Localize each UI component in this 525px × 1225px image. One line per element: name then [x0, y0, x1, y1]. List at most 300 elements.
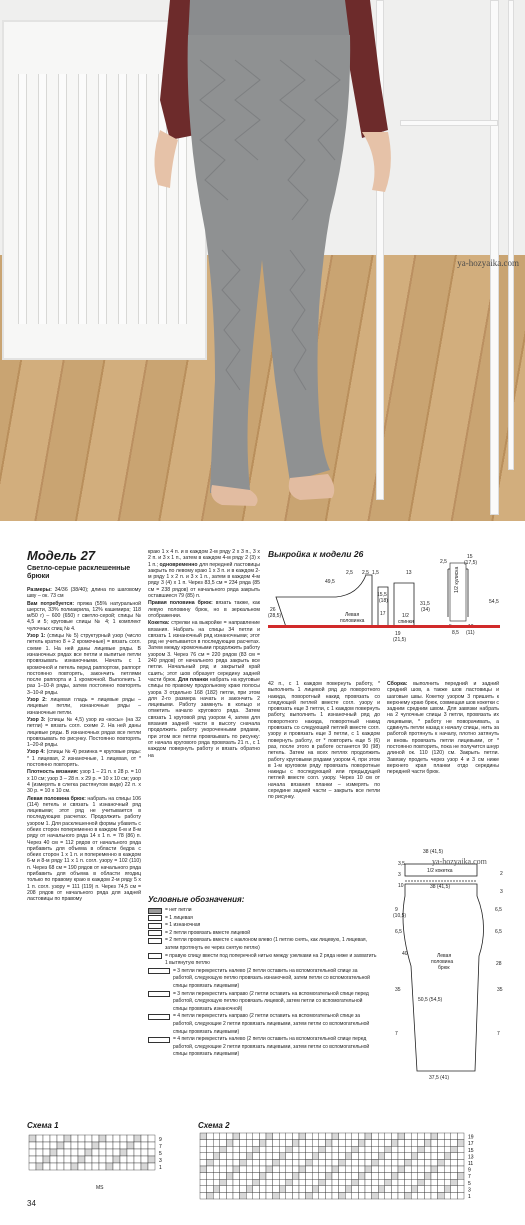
- chart-cell: [339, 1173, 346, 1180]
- chart-cell: [385, 1173, 392, 1180]
- chart-cell: [246, 1192, 253, 1199]
- chart-cell: [286, 1186, 293, 1193]
- chart-cell: [319, 1179, 326, 1186]
- chart-cell: [332, 1173, 339, 1180]
- chart-cell: [36, 1142, 43, 1149]
- chart-cell: [325, 1146, 332, 1153]
- chart-cell: [246, 1173, 253, 1180]
- dim-label: 8,5: [452, 630, 459, 636]
- scheme-1-title: Схема 1: [27, 1121, 59, 1130]
- legend-item: [148, 968, 378, 991]
- row-number: 9: [159, 1137, 162, 1143]
- dim-label: 15,5: [377, 592, 387, 598]
- chart-cell: [259, 1140, 266, 1147]
- chart-cell: [279, 1146, 286, 1153]
- chart-cell: [424, 1173, 431, 1180]
- pattern-page: [0, 521, 525, 1225]
- chart-cell: [398, 1140, 405, 1147]
- chart-cell: [240, 1140, 247, 1147]
- dim-label: (11): [466, 630, 475, 636]
- chart-cell: [127, 1156, 134, 1163]
- chart-cell: [92, 1163, 99, 1170]
- chart-cell: [438, 1179, 445, 1186]
- chart-cell: [71, 1142, 78, 1149]
- chart-cell: [213, 1166, 220, 1173]
- legend-text: = 3 петли перекрестить налево (2 петли оставить на вспомогательной спице за работой, следующую петлю провязать изнаночной, затем петли со вспомогательной спицы провязать лицевыми): [173, 967, 370, 989]
- legend-text: = 4 петли перекрестить направо (2 петли оставить на вспомогательной спице за работой, следующие 2 петли провязать лицевыми, затем петли со вспомогательной спицы провязать лицевыми): [173, 1013, 370, 1035]
- chart-cell: [141, 1135, 148, 1142]
- chart-cell: [207, 1166, 214, 1173]
- chart-cell: [43, 1149, 50, 1156]
- chart-cell: [385, 1159, 392, 1166]
- chart-cell: [411, 1173, 418, 1180]
- row-number: 1: [468, 1194, 471, 1200]
- chart-cell: [424, 1133, 431, 1140]
- chart-cell: [78, 1163, 85, 1170]
- chart-cell: [438, 1173, 445, 1180]
- chart-cell: [424, 1140, 431, 1147]
- chart-cell: [259, 1146, 266, 1153]
- chart-cell: [378, 1159, 385, 1166]
- chart-cell: [233, 1133, 240, 1140]
- chart-cell: [29, 1135, 36, 1142]
- chart-cell: [398, 1166, 405, 1173]
- chart-cell: [106, 1149, 113, 1156]
- chart-cell: [200, 1140, 207, 1147]
- chart-cell: [372, 1140, 379, 1147]
- chart-cell: [378, 1146, 385, 1153]
- chart-cell: [457, 1140, 464, 1147]
- chart-cell: [411, 1192, 418, 1199]
- chart-cell: [279, 1133, 286, 1140]
- chart-cell: [85, 1156, 92, 1163]
- chart-cell: [405, 1166, 412, 1173]
- chart-cell: [141, 1142, 148, 1149]
- chart-cell: [385, 1153, 392, 1160]
- dim-label: 3: [500, 889, 503, 895]
- chart-cell: [345, 1146, 352, 1153]
- model-subtitle: Светло-серые расклешенные брюки: [27, 565, 131, 580]
- chart-cell: [352, 1133, 359, 1140]
- chart-cell: [200, 1153, 207, 1160]
- diagram-piece-label: Левая: [437, 953, 452, 959]
- chart-cell: [71, 1163, 78, 1170]
- chart-cell: [352, 1192, 359, 1199]
- chart-cell: [312, 1173, 319, 1180]
- chart-cell: [299, 1153, 306, 1160]
- chart-cell: [240, 1159, 247, 1166]
- chart-cell: [240, 1133, 247, 1140]
- chart-cell: [332, 1192, 339, 1199]
- chart-cell: [411, 1186, 418, 1193]
- stitch-symbol-icon: [148, 938, 162, 944]
- chart-cell: [365, 1179, 372, 1186]
- chart-cell: [385, 1140, 392, 1147]
- row-number: 7: [468, 1174, 471, 1181]
- chart-cell: [365, 1153, 372, 1160]
- chart-cell: [411, 1179, 418, 1186]
- diagram-title: Выкройка к модели 26: [268, 549, 364, 559]
- chart-cell: [127, 1135, 134, 1142]
- chart-cell: [134, 1156, 141, 1163]
- dim-label: 19: [395, 631, 401, 637]
- chart-cell: [286, 1179, 293, 1186]
- chart-cell: [451, 1133, 458, 1140]
- chart-cell: [50, 1163, 57, 1170]
- chart-cell: [207, 1186, 214, 1193]
- chart-cell: [50, 1142, 57, 1149]
- chart-cell: [92, 1149, 99, 1156]
- chart-cell: [213, 1140, 220, 1147]
- chart-cell: [279, 1173, 286, 1180]
- dim-label: 9: [395, 907, 398, 913]
- chart-cell: [134, 1142, 141, 1149]
- chart-cell: [398, 1192, 405, 1199]
- chart-cell: [36, 1163, 43, 1170]
- chart-cell: [451, 1140, 458, 1147]
- chart-cell: [207, 1146, 214, 1153]
- chart-cell: [345, 1173, 352, 1180]
- chart-cell: [391, 1179, 398, 1186]
- chart-cell: [431, 1179, 438, 1186]
- chart-cell: [273, 1140, 280, 1147]
- chart-cell: [99, 1163, 106, 1170]
- chart-cell: [226, 1146, 233, 1153]
- chart-cell: [266, 1140, 273, 1147]
- legend-item: [148, 1036, 378, 1059]
- chart-cell: [148, 1156, 155, 1163]
- chart-cell: [312, 1192, 319, 1199]
- chart-cell: [85, 1142, 92, 1149]
- paragraph: Левая половина брюк: набрать на спицы 106 (114) петель и связать 1 изнаночный ряд лицевыми; этот ряд не учитывается в последующих расчетах. Продолжить работу узором 1. Для расклешенной формы убавить с обеих сторон попеременно в каждом 6-м и 8-м ряду от начального ряда 14 х 1 п. = 78 (86) п. Через 40 см = 112 рядов от начального ряда прибавить для объема в области бедра с обеих сторон 1 х 1 п. и попеременно в каждом 6-м и 8-м ряду 11 х 1 п. согл. узору = 102 (110) п. Через 68 см = 190 рядов от начального ряда прибавить для объема в области ягодиц только по правому краю в каждом 2-м ряду 5 х 1 п. согл. узору = 111 (119) п. Через 74,5 см = 208 рядов от начального ряда для задней ластовицы по правому: [27, 795, 141, 903]
- chart-cell: [113, 1142, 120, 1149]
- chart-cell: [391, 1186, 398, 1193]
- chart-cell: [424, 1179, 431, 1186]
- chart-cell: [418, 1133, 425, 1140]
- chart-cell: [325, 1153, 332, 1160]
- chart-cell: [64, 1156, 71, 1163]
- chart-cell: [418, 1140, 425, 1147]
- chart-cell: [259, 1159, 266, 1166]
- chart-cell: [405, 1133, 412, 1140]
- chart-cell: [292, 1133, 299, 1140]
- chart-cell: [240, 1146, 247, 1153]
- chart-cell: [279, 1153, 286, 1160]
- chart-cell: [127, 1149, 134, 1156]
- chart-cell: [378, 1179, 385, 1186]
- chart-cell: [431, 1166, 438, 1173]
- chart-cell: [292, 1179, 299, 1186]
- paragraph: Узор 1: (спицы № 5) структурный узор (число петель кратно 8 + 2 кромочные) = вязать согл. схеме 1. На ней даны лицевые ряды. В изнаночных рядах все петли и выпитые петли провязывать изнаночными. Начать с 1 кромочной и петель перед раппортом, раппорт постоянно повторять, закончить петлями после раппорта и 1 кромочной. Выполнить 1 раз 1–10-й ряды, затем постоянно повторять 3–10-й ряды.: [27, 633, 141, 696]
- chart-cell: [306, 1159, 313, 1166]
- chart-cell: [99, 1135, 106, 1142]
- chart-cell: [246, 1166, 253, 1173]
- chart-cell: [431, 1133, 438, 1140]
- chart-cell: [424, 1166, 431, 1173]
- red-divider: [268, 625, 500, 628]
- chart-cell: [306, 1173, 313, 1180]
- chart-cell: [365, 1133, 372, 1140]
- chart-cell: [50, 1135, 57, 1142]
- chart-cell: [292, 1140, 299, 1147]
- chart-cell: [306, 1179, 313, 1186]
- chart-cell: [299, 1159, 306, 1166]
- chart-cell: [29, 1142, 36, 1149]
- chart-cell: [233, 1159, 240, 1166]
- chart-cell: [200, 1146, 207, 1153]
- chart-cell: [438, 1146, 445, 1153]
- chart-cell: [200, 1192, 207, 1199]
- chart-cell: [29, 1156, 36, 1163]
- chart-cell: [405, 1186, 412, 1193]
- dim-label: 17: [380, 611, 386, 617]
- dim-label: (21,5): [393, 637, 407, 643]
- chart-cell: [358, 1153, 365, 1160]
- chart-cell: [438, 1133, 445, 1140]
- chart-cell: [339, 1179, 346, 1186]
- chart-cell: [352, 1173, 359, 1180]
- chart-cell: [325, 1179, 332, 1186]
- paragraph: Размеры: 34/36 (38/40); длина по шаговому шву – ок. 73 см: [27, 587, 141, 600]
- chart-cell: [200, 1179, 207, 1186]
- chart-cell: [226, 1159, 233, 1166]
- chart-cell: [378, 1140, 385, 1147]
- chart-cell: [339, 1133, 346, 1140]
- chart-cell: [57, 1163, 64, 1170]
- chart-cell: [391, 1159, 398, 1166]
- chart-cell: [148, 1142, 155, 1149]
- chart-cell: [319, 1140, 326, 1147]
- dim-label: 2: [500, 871, 503, 877]
- chart-cell: [444, 1192, 451, 1199]
- chart-cell: [253, 1173, 260, 1180]
- chart-cell: [451, 1173, 458, 1180]
- diagram-piece-label: 1/2 кулиска: [454, 566, 460, 593]
- chart-cell: [358, 1146, 365, 1153]
- chart-cell: [220, 1173, 227, 1180]
- chart-cell: [279, 1192, 286, 1199]
- chart-cell: [253, 1159, 260, 1166]
- chart-cell: [279, 1186, 286, 1193]
- legend-title: Условные обозначения:: [148, 895, 245, 904]
- chart-cell: [226, 1179, 233, 1186]
- stitch-symbol-icon: [148, 915, 162, 921]
- legend-item: [148, 937, 378, 952]
- chart-cell: [273, 1146, 280, 1153]
- chart-cell: [332, 1140, 339, 1147]
- chart-cell: [113, 1163, 120, 1170]
- chart-cell: [312, 1186, 319, 1193]
- chart-cell: [273, 1192, 280, 1199]
- chart-cell: [220, 1140, 227, 1147]
- chart-cell: [226, 1153, 233, 1160]
- row-number: 13: [468, 1154, 474, 1161]
- chart-cell: [226, 1166, 233, 1173]
- chart-cell: [120, 1163, 127, 1170]
- chart-cell: [312, 1159, 319, 1166]
- chart-cell: [299, 1166, 306, 1173]
- chart-cell: [50, 1156, 57, 1163]
- chart-cell: [233, 1179, 240, 1186]
- chart-cell: [299, 1173, 306, 1180]
- chart-cell: [213, 1153, 220, 1160]
- chart-cell: [64, 1149, 71, 1156]
- chart-cell: [365, 1166, 372, 1173]
- chart-cell: [213, 1133, 220, 1140]
- chart-cell: [438, 1159, 445, 1166]
- chart-cell: [273, 1186, 280, 1193]
- chart-cell: [378, 1192, 385, 1199]
- chart-cell: [213, 1179, 220, 1186]
- chart-cell: [78, 1135, 85, 1142]
- chart-cell: [279, 1179, 286, 1186]
- chart-cell: [273, 1153, 280, 1160]
- dim-label: 6,5: [495, 907, 502, 913]
- chart-cell: [424, 1153, 431, 1160]
- chart-cell: [352, 1179, 359, 1186]
- diagram-piece-label: спинки: [398, 619, 414, 625]
- dim-label: 6,5: [395, 929, 402, 935]
- chart-cell: [325, 1173, 332, 1180]
- paragraph: Сборка: выполнить передний и задний средний шов, а также шов ластовицы и шаговые швы. Кокетку узором 3 пришить к верхнему краю брюк, совмещая шов кокетки с задним средним швом. Для завязки набрать на 2 чулочные спицы 3 петли, провязать их лицевыми, * работу не поворачивать, а сдвинуть петли назад к началу спицы, нить за работой протянуть к началу, плотно затянуть и вновь провязать петли лицевыми, от * постоянно повторить, пока не получится шнур длиной ок. 110 (120) см. Закрыть петли. Завязку продеть через узор 4 и 3 см ниже верхнего края планки отдо середины передней части брюк.: [387, 681, 499, 776]
- chart-cell: [240, 1153, 247, 1160]
- row-number: 1: [159, 1165, 162, 1171]
- chart-cell: [431, 1146, 438, 1153]
- chart-cell: [451, 1192, 458, 1199]
- chart-cell: [207, 1140, 214, 1147]
- chart-cell: [220, 1133, 227, 1140]
- chart-cell: [418, 1153, 425, 1160]
- chart-cell: [405, 1153, 412, 1160]
- chart-cell: [233, 1146, 240, 1153]
- scheme-1-chart: [27, 1131, 177, 1191]
- chart-cell: [332, 1179, 339, 1186]
- chart-cell: [339, 1166, 346, 1173]
- chart-cell: [352, 1159, 359, 1166]
- chart-cell: [312, 1179, 319, 1186]
- chart-cell: [312, 1133, 319, 1140]
- chart-cell: [411, 1146, 418, 1153]
- paragraph: Вам потребуется: пряжа (55% натуральной шерсти, 33% полиакрила, 12% кашемира; 118 м/50 г) – 600 (650) г светло-серой; спицы № 4,5 и 5; круговые спицы № 4; 1 комплект чулочных спиц № 4.: [27, 600, 141, 632]
- chart-cell: [299, 1186, 306, 1193]
- chart-cell: [134, 1135, 141, 1142]
- chart-cell: [286, 1153, 293, 1160]
- chart-cell: [134, 1163, 141, 1170]
- row-number: 3: [468, 1187, 471, 1194]
- chart-cell: [226, 1192, 233, 1199]
- chart-cell: [438, 1186, 445, 1193]
- chart-cell: [358, 1140, 365, 1147]
- chart-cell: [273, 1133, 280, 1140]
- stitch-symbol-icon: [148, 1037, 170, 1043]
- paragraph: 42 п., с 1 каждом повернуть работу, * выполнить 1 лицевой ряд до поворотного накида, поворотный накид провязать со следующей петлей вместе согл. узору и провязать еще 3 петли, с 1 каждом повернуть работу, выполнить 1 изнаночный ряд до поворотного накида, поворотный накид провязать со следующей петлей вместе согл. узору и провязать еще 3 петли, с 1 каждом повернуть работу, от * повторить еще 5 (6) раз, после этого в работе останется 90 (98) петель. Затем на всех петлях продолжить работу круговыми рядами узором 4, при этом в 1-м круговом ряду провязать поворотные накиды с последующей или предыдущей петлей вместе согл. узору. Через 10 см от начала вязания планки – измерять по середине задней части – закрыть все петли по рисунку.: [268, 681, 380, 801]
- chart-cell: [365, 1146, 372, 1153]
- chart-cell: [391, 1173, 398, 1180]
- chart-cell: [92, 1142, 99, 1149]
- scheme-2-chart: [198, 1131, 498, 1201]
- chart-cell: [457, 1159, 464, 1166]
- chart-cell: [444, 1173, 451, 1180]
- chart-cell: [71, 1156, 78, 1163]
- chart-cell: [332, 1153, 339, 1160]
- chart-cell: [444, 1133, 451, 1140]
- paragraph: Узор 2: лицевая гладь = лицевые ряды – лицевые петли, изнаночные ряды – изнаночные петли.: [27, 697, 141, 716]
- chart-cell: [352, 1186, 359, 1193]
- diagram-piece-label: 1/2: [402, 613, 409, 619]
- chart-cell: [78, 1149, 85, 1156]
- chart-cell: [372, 1173, 379, 1180]
- dim-label: 38 (41,5): [423, 849, 444, 855]
- diagram-piece-label: брюк: [438, 965, 450, 971]
- chart-cell: [372, 1153, 379, 1160]
- chart-cell: [358, 1159, 365, 1166]
- row-number: 5: [159, 1151, 162, 1157]
- chart-cell: [292, 1166, 299, 1173]
- chart-cell: [213, 1159, 220, 1166]
- chart-cell: [64, 1135, 71, 1142]
- chart-cell: [113, 1135, 120, 1142]
- chart-cell: [385, 1146, 392, 1153]
- chart-cell: [457, 1192, 464, 1199]
- chart-cell: [233, 1192, 240, 1199]
- chart-cell: [64, 1163, 71, 1170]
- chart-cell: [319, 1159, 326, 1166]
- chart-cell: [120, 1135, 127, 1142]
- chart-cell: [259, 1186, 266, 1193]
- chart-cell: [57, 1135, 64, 1142]
- chart-cell: [391, 1146, 398, 1153]
- repeat-label: MS: [96, 1185, 104, 1191]
- chart-cell: [113, 1149, 120, 1156]
- chart-cell: [358, 1186, 365, 1193]
- chart-cell: [418, 1166, 425, 1173]
- chart-cell: [299, 1192, 306, 1199]
- chart-cell: [398, 1133, 405, 1140]
- dim-label: 10: [398, 883, 404, 889]
- chart-cell: [127, 1142, 134, 1149]
- chart-cell: [253, 1133, 260, 1140]
- chart-cell: [36, 1156, 43, 1163]
- chart-cell: [391, 1153, 398, 1160]
- dim-label: 6,5: [495, 929, 502, 935]
- chart-cell: [253, 1179, 260, 1186]
- chart-cell: [43, 1163, 50, 1170]
- diagram-piece-label: 1/2 кокетка: [427, 868, 453, 874]
- chart-cell: [240, 1186, 247, 1193]
- chart-cell: [259, 1166, 266, 1173]
- chart-cell: [292, 1159, 299, 1166]
- chart-cell: [345, 1179, 352, 1186]
- chart-cell: [207, 1173, 214, 1180]
- row-number: 7: [159, 1144, 162, 1150]
- chart-cell: [405, 1140, 412, 1147]
- chart-cell: [279, 1159, 286, 1166]
- chart-cell: [339, 1146, 346, 1153]
- chart-cell: [286, 1140, 293, 1147]
- chart-cell: [405, 1159, 412, 1166]
- chart-cell: [220, 1159, 227, 1166]
- chart-cell: [358, 1173, 365, 1180]
- chart-cell: [273, 1159, 280, 1166]
- chart-cell: [85, 1135, 92, 1142]
- chart-cell: [246, 1140, 253, 1147]
- chart-cell: [220, 1146, 227, 1153]
- dim-label: (18): [379, 598, 388, 604]
- stitch-symbol-icon: [148, 1014, 170, 1020]
- chart-cell: [325, 1140, 332, 1147]
- chart-cell: [398, 1153, 405, 1160]
- chart-cell: [457, 1173, 464, 1180]
